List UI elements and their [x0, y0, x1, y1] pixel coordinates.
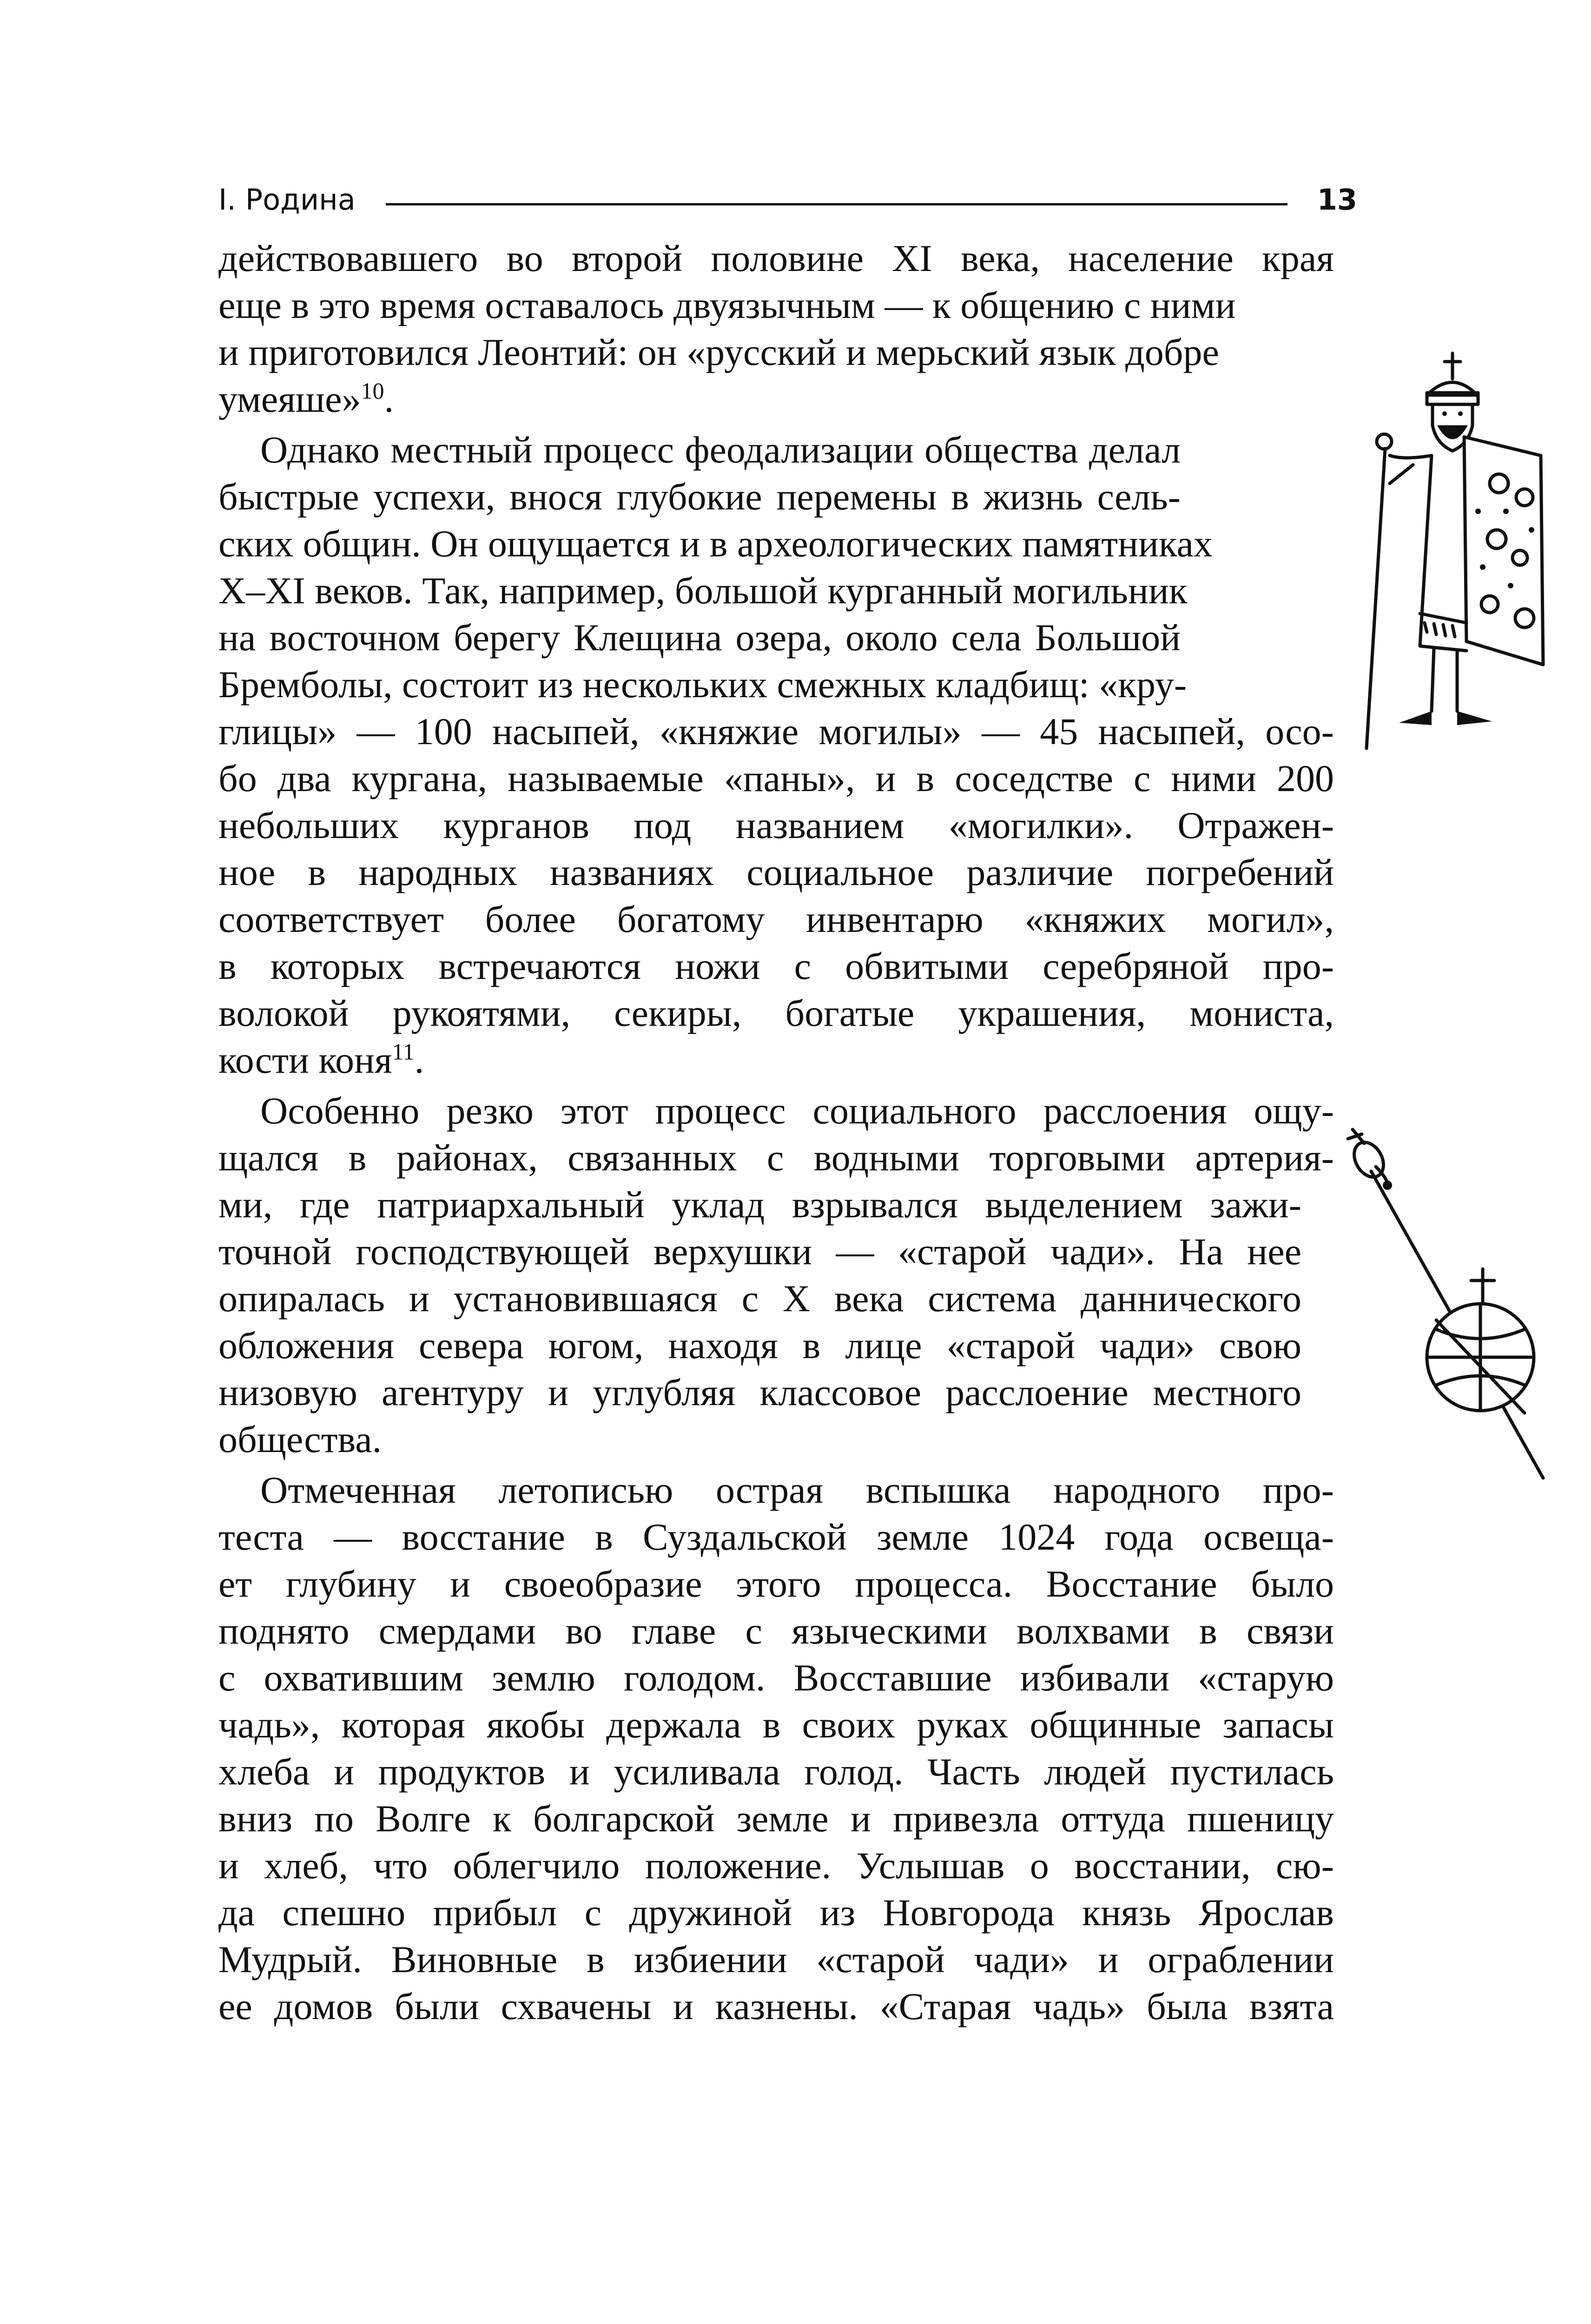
- text-line: на восточном берегу Клещина озера, около села Большой: [218, 616, 1181, 659]
- paragraph-3: [218, 1087, 1334, 1463]
- text-line: чадь», которая якобы держала в своих руках общинные запасы: [218, 1703, 1334, 1746]
- text-line-last: [218, 376, 1334, 423]
- text-line: еще в это время оставалось двуязычным — к общению с ними: [218, 284, 1236, 326]
- text-line-last: [218, 1037, 1334, 1083]
- text-fragment: .: [414, 1039, 424, 1081]
- text-line: небольших курганов под названием «могилки». Отражен-: [218, 804, 1334, 846]
- text-line: и приготовился Леонтий: он «русский и мерьский язык добре: [218, 331, 1219, 373]
- header-rule: [386, 203, 1287, 205]
- text-fragment: умеяше»: [218, 378, 361, 420]
- text-line: волокой рукоятями, секиры, богатые украшения, мониста,: [218, 992, 1334, 1034]
- text-line: с охватившим землю голодом. Восставшие избивали «старую: [218, 1657, 1334, 1699]
- text-line: в которых встречаются ножи с обвитыми серебряной про-: [218, 945, 1334, 987]
- paragraph-2: [218, 426, 1334, 1083]
- text-line: ное в народных названиях социальное различие погребений: [218, 851, 1334, 893]
- text-line: соответствует более богатому инвентарю «княжих могил»,: [218, 898, 1334, 940]
- text-line: точной господствующей верхушки — «старой чади». На нее: [218, 1230, 1301, 1273]
- section-title: I. Родина: [218, 174, 367, 225]
- footnote-ref: 11: [392, 1038, 415, 1065]
- text-line: поднято смердами во главе с языческими волхвами в связи: [218, 1610, 1334, 1652]
- text-line: щался в районах, связанных с водными торговыми артерия-: [218, 1136, 1334, 1179]
- body-text: [218, 235, 1334, 2030]
- text-line: X–XI веков. Так, например, большой курганный могильник: [218, 569, 1188, 612]
- paragraph-4: [218, 1466, 1334, 2030]
- text-line: хлеба и продуктов и усиливала голод. Часть людей пустилась: [218, 1750, 1334, 1793]
- text-line: действовавшего во второй половине XI века, население края: [218, 237, 1334, 279]
- text-line: низовую агентуру и углубляя классовое расслоение местного: [218, 1371, 1301, 1413]
- paragraph-1: [218, 235, 1334, 423]
- footnote-ref: 10: [361, 377, 384, 404]
- text-line: вниз по Волге к болгарской земле и привезла оттуда пшеницу: [218, 1797, 1334, 1840]
- text-line: да спешно прибыл с дружиной из Новгорода князь Ярослав: [218, 1891, 1334, 1934]
- text-line: Отмеченная летописью острая вспышка народного про-: [260, 1469, 1334, 1511]
- text-line: Мудрый. Виновные в избиении «старой чади» и ограблении: [218, 1938, 1334, 1981]
- text-line: Бремболы, состоит из нескольких смежных кладбищ: «кру-: [218, 663, 1187, 706]
- text-line: глицы» — 100 насыпей, «княжие могилы» — 45 насыпей, осо-: [218, 710, 1334, 753]
- text-line: и хлеб, что облегчило положение. Услышав о восстании, сю-: [218, 1844, 1334, 1887]
- text-line: ских общин. Он ощущается и в археологических памятниках: [218, 522, 1213, 565]
- text-line: ми, где патриархальный уклад взрывался выделением зажи-: [218, 1183, 1301, 1226]
- text-line-last: общества.: [218, 1418, 382, 1460]
- text-line: бо два кургана, называемые «паны», и в соседстве с ними 200: [218, 757, 1334, 799]
- orb-and-scepter-icon: [1343, 1116, 1557, 1487]
- running-header: [218, 174, 1357, 225]
- text-line: Особенно резко этот процесс социального расслоения ощу-: [260, 1089, 1334, 1132]
- text-line: ее домов были схвачены и казнены. «Старая чадь» была взята: [218, 1985, 1334, 2027]
- prince-with-shield-icon: [1357, 344, 1552, 762]
- page-number: 13: [1306, 174, 1357, 225]
- text-line: быстрые успехи, внося глубокие перемены в жизнь сель-: [218, 475, 1181, 518]
- text-fragment: кости коня: [218, 1039, 392, 1081]
- text-line: ет глубину и своеобразие этого процесса. Восстание было: [218, 1563, 1334, 1605]
- text-fragment: .: [384, 378, 394, 420]
- text-line: обложения севера югом, находя в лице «старой чади» свою: [218, 1324, 1301, 1367]
- text-line: Однако местный процесс феодализации общества делал: [260, 429, 1181, 471]
- text-line: опиралась и установившаяся с X века система даннического: [218, 1277, 1301, 1320]
- text-line: теста — восстание в Суздальской земле 1024 года освеща-: [218, 1516, 1334, 1558]
